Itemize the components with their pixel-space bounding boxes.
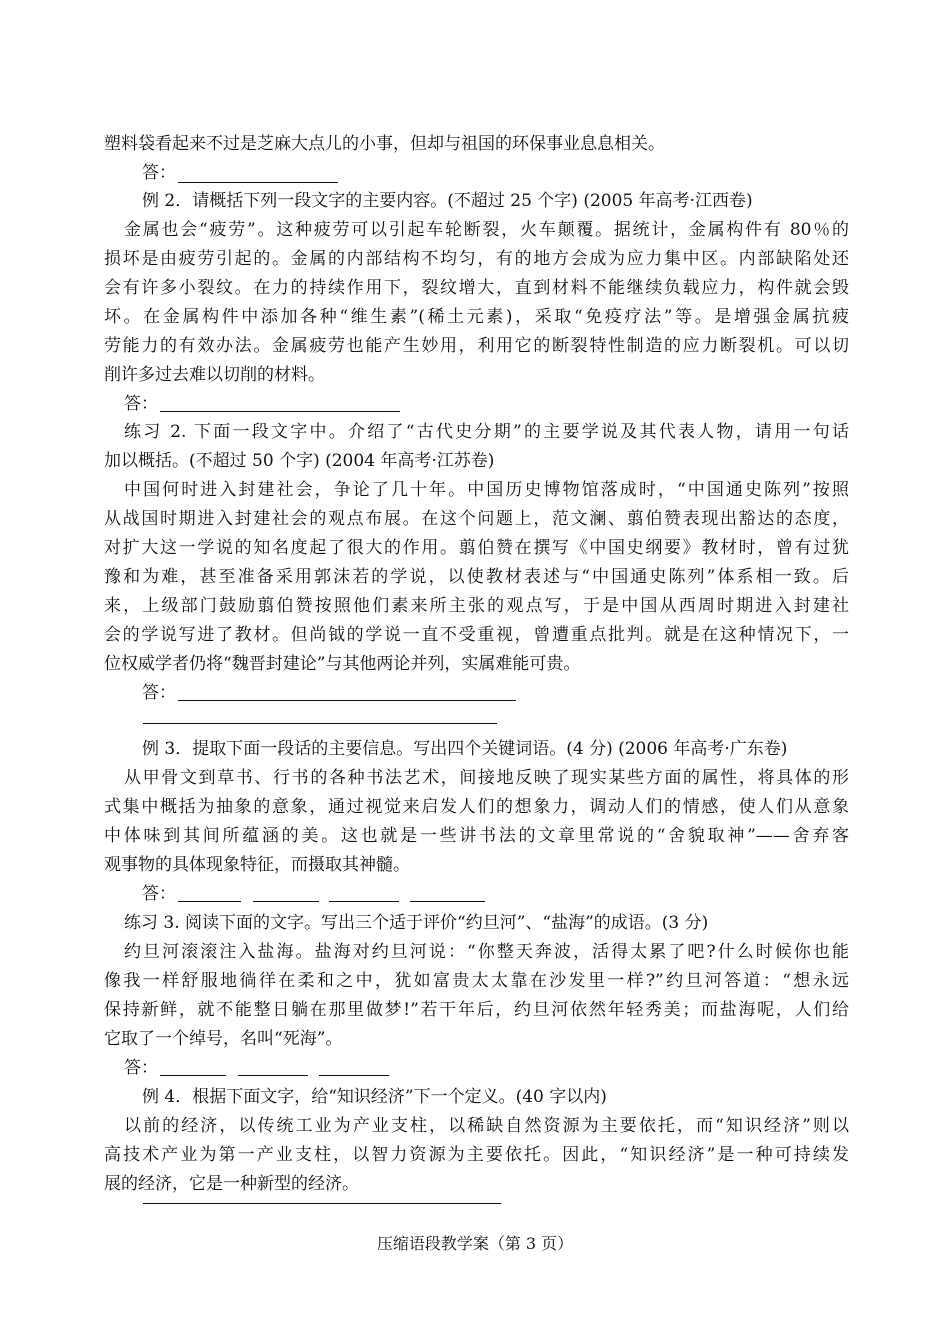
text-line: 以前的经济，以传统工业为产业支柱，以稀缺自然资源为主要依托，而“知识经济”则以 [124,1116,849,1136]
answer-blank[interactable] [410,901,485,902]
text-line: 位权威学者仍将“魏晋封建论”与其他两论并列，实属难能可贵。 [104,654,581,674]
answer-blank[interactable] [178,700,516,701]
text-line: 会有许多小裂纹。在力的持续作用下，裂纹增大，直到材料不能继续负载应力，构件就会毁 [104,278,849,298]
answer-blank[interactable] [178,901,241,902]
answer-blank[interactable] [253,901,319,902]
text-line: 损坏是由疲劳引起的。金属的内部结构不均匀，有的地方会成为应力集中区。内部缺陷处还 [104,249,849,269]
answer-blank[interactable] [143,723,497,724]
example-4-heading: 例 4．根据下面文字，给“知识经济”下一个定义。(40 字以内) [142,1087,607,1107]
text-line: 约旦河滚滚注入盐海。盐海对约旦河说：“你整天奔波，活得太累了吧?什么时候你也能 [124,942,849,962]
answer-label: 答： [124,1058,158,1078]
exercise-2-heading-cont: 加以概括。(不超过 50 个字) (2004 年高考·江苏卷) [104,451,495,471]
text-line: 中体味到其间所蕴涵的美。这也就是一些讲书法的文章里常说的“舍貌取神”——舍弃客 [104,826,849,846]
example-3-heading: 例 3．提取下面一段话的主要信息。写出四个关键词语。(4 分) (2006 年高考·广东卷) [142,739,788,759]
text-line: 它取了一个绰号，名叫“死海”。 [104,1029,343,1049]
text-line: 像我一样舒服地徜徉在柔和之中，犹如富贵太太靠在沙发里一样?”约旦河答道：“想永远 [104,971,849,991]
answer-blank[interactable] [143,1203,501,1204]
text-line: 展的经济，它是一种新型的经济。 [104,1174,359,1194]
exercise-3-heading: 练习 3. 阅读下面的文字。写出三个适于评价“约旦河”、“盐海”的成语。(3 分) [124,913,709,933]
page-footer: 压缩语段教学案（第 3 页） [376,1234,574,1253]
answer-blank[interactable] [160,411,400,412]
text-line: 削许多过去难以切削的材料。 [104,365,325,385]
text-line: 中国何时进入封建社会，争论了几十年。中国历史博物馆落成时，“中国通史陈列”按照 [124,480,849,500]
text-line: 对扩大这一学说的知名度起了很大的作用。翦伯赞在撰写《中国史纲要》教材时，曾有过犹 [104,538,849,558]
answer-blank[interactable] [329,901,399,902]
text-line: 从战国时期进入封建社会的观点布展。在这个问题上，范文澜、翦伯赞表现出豁达的态度， [104,509,849,529]
text-line: 会的学说写进了教材。但尚钺的学说一直不受重视，曾遭重点批判。就是在这种情况下，一 [104,625,849,645]
text-line: 坏。在金属构件中添加各种“维生素”(稀土元素)，采取“免疫疗法”等。是增强金属抗疲 [104,307,849,327]
answer-label: 答： [142,163,176,183]
text-line: 豫和为难，甚至准备采用郭沫若的学说，以使教材表述与“中国通史陈列”体系相一致。后 [104,567,849,587]
text-line: 塑料袋看起来不过是芝麻大点儿的小事，但却与祖国的环保事业息息相关。 [104,134,665,154]
text-line: 从甲骨文到草书、行书的各种书法艺术，间接地反映了现实某些方面的属性，将具体的形 [124,768,849,788]
text-line: 高技术产业为第一产业支柱，以智力资源为主要依托。因此，“知识经济”是一种可持续发 [104,1145,849,1165]
answer-label: 答： [142,683,176,703]
text-line: 式集中概括为抽象的意象，通过视觉来启发人们的想象力，调动人们的情感，使人们从意象 [104,797,849,817]
answer-label: 答： [124,394,158,414]
exercise-2-heading: 练习 2. 下面一段文字中。介绍了“古代史分期”的主要学说及其代表人物，请用一句话 [124,422,849,442]
text-line: 金属也会“疲劳”。这种疲劳可以引起车轮断裂，火车颠覆。据统计，金属构件有 80％的 [124,220,849,240]
text-line: 来，上级部门鼓励翦伯赞按照他们素来所主张的观点写，于是中国从西周时期进入封建社 [104,596,849,616]
text-line: 观事物的具体现象特征，而摄取其神髓。 [104,855,410,875]
text-line: 劳能力的有效办法。金属疲劳也能产生妙用，利用它的断裂特性制造的应力断裂机。可以切 [104,336,849,356]
example-2-heading: 例 2．请概括下列一段文字的主要内容。(不超过 25 个字) (2005 年高考·江西卷) [142,191,753,211]
answer-blank[interactable] [238,1075,308,1076]
answer-blank[interactable] [160,1075,226,1076]
answer-blank[interactable] [319,1075,389,1076]
text-line: 保持新鲜，就不能整日躺在那里做梦!”若干年后，约旦河依然年轻秀美；而盐海呢，人们给 [104,1000,849,1020]
answer-label: 答： [142,884,176,904]
answer-blank[interactable] [178,182,338,183]
